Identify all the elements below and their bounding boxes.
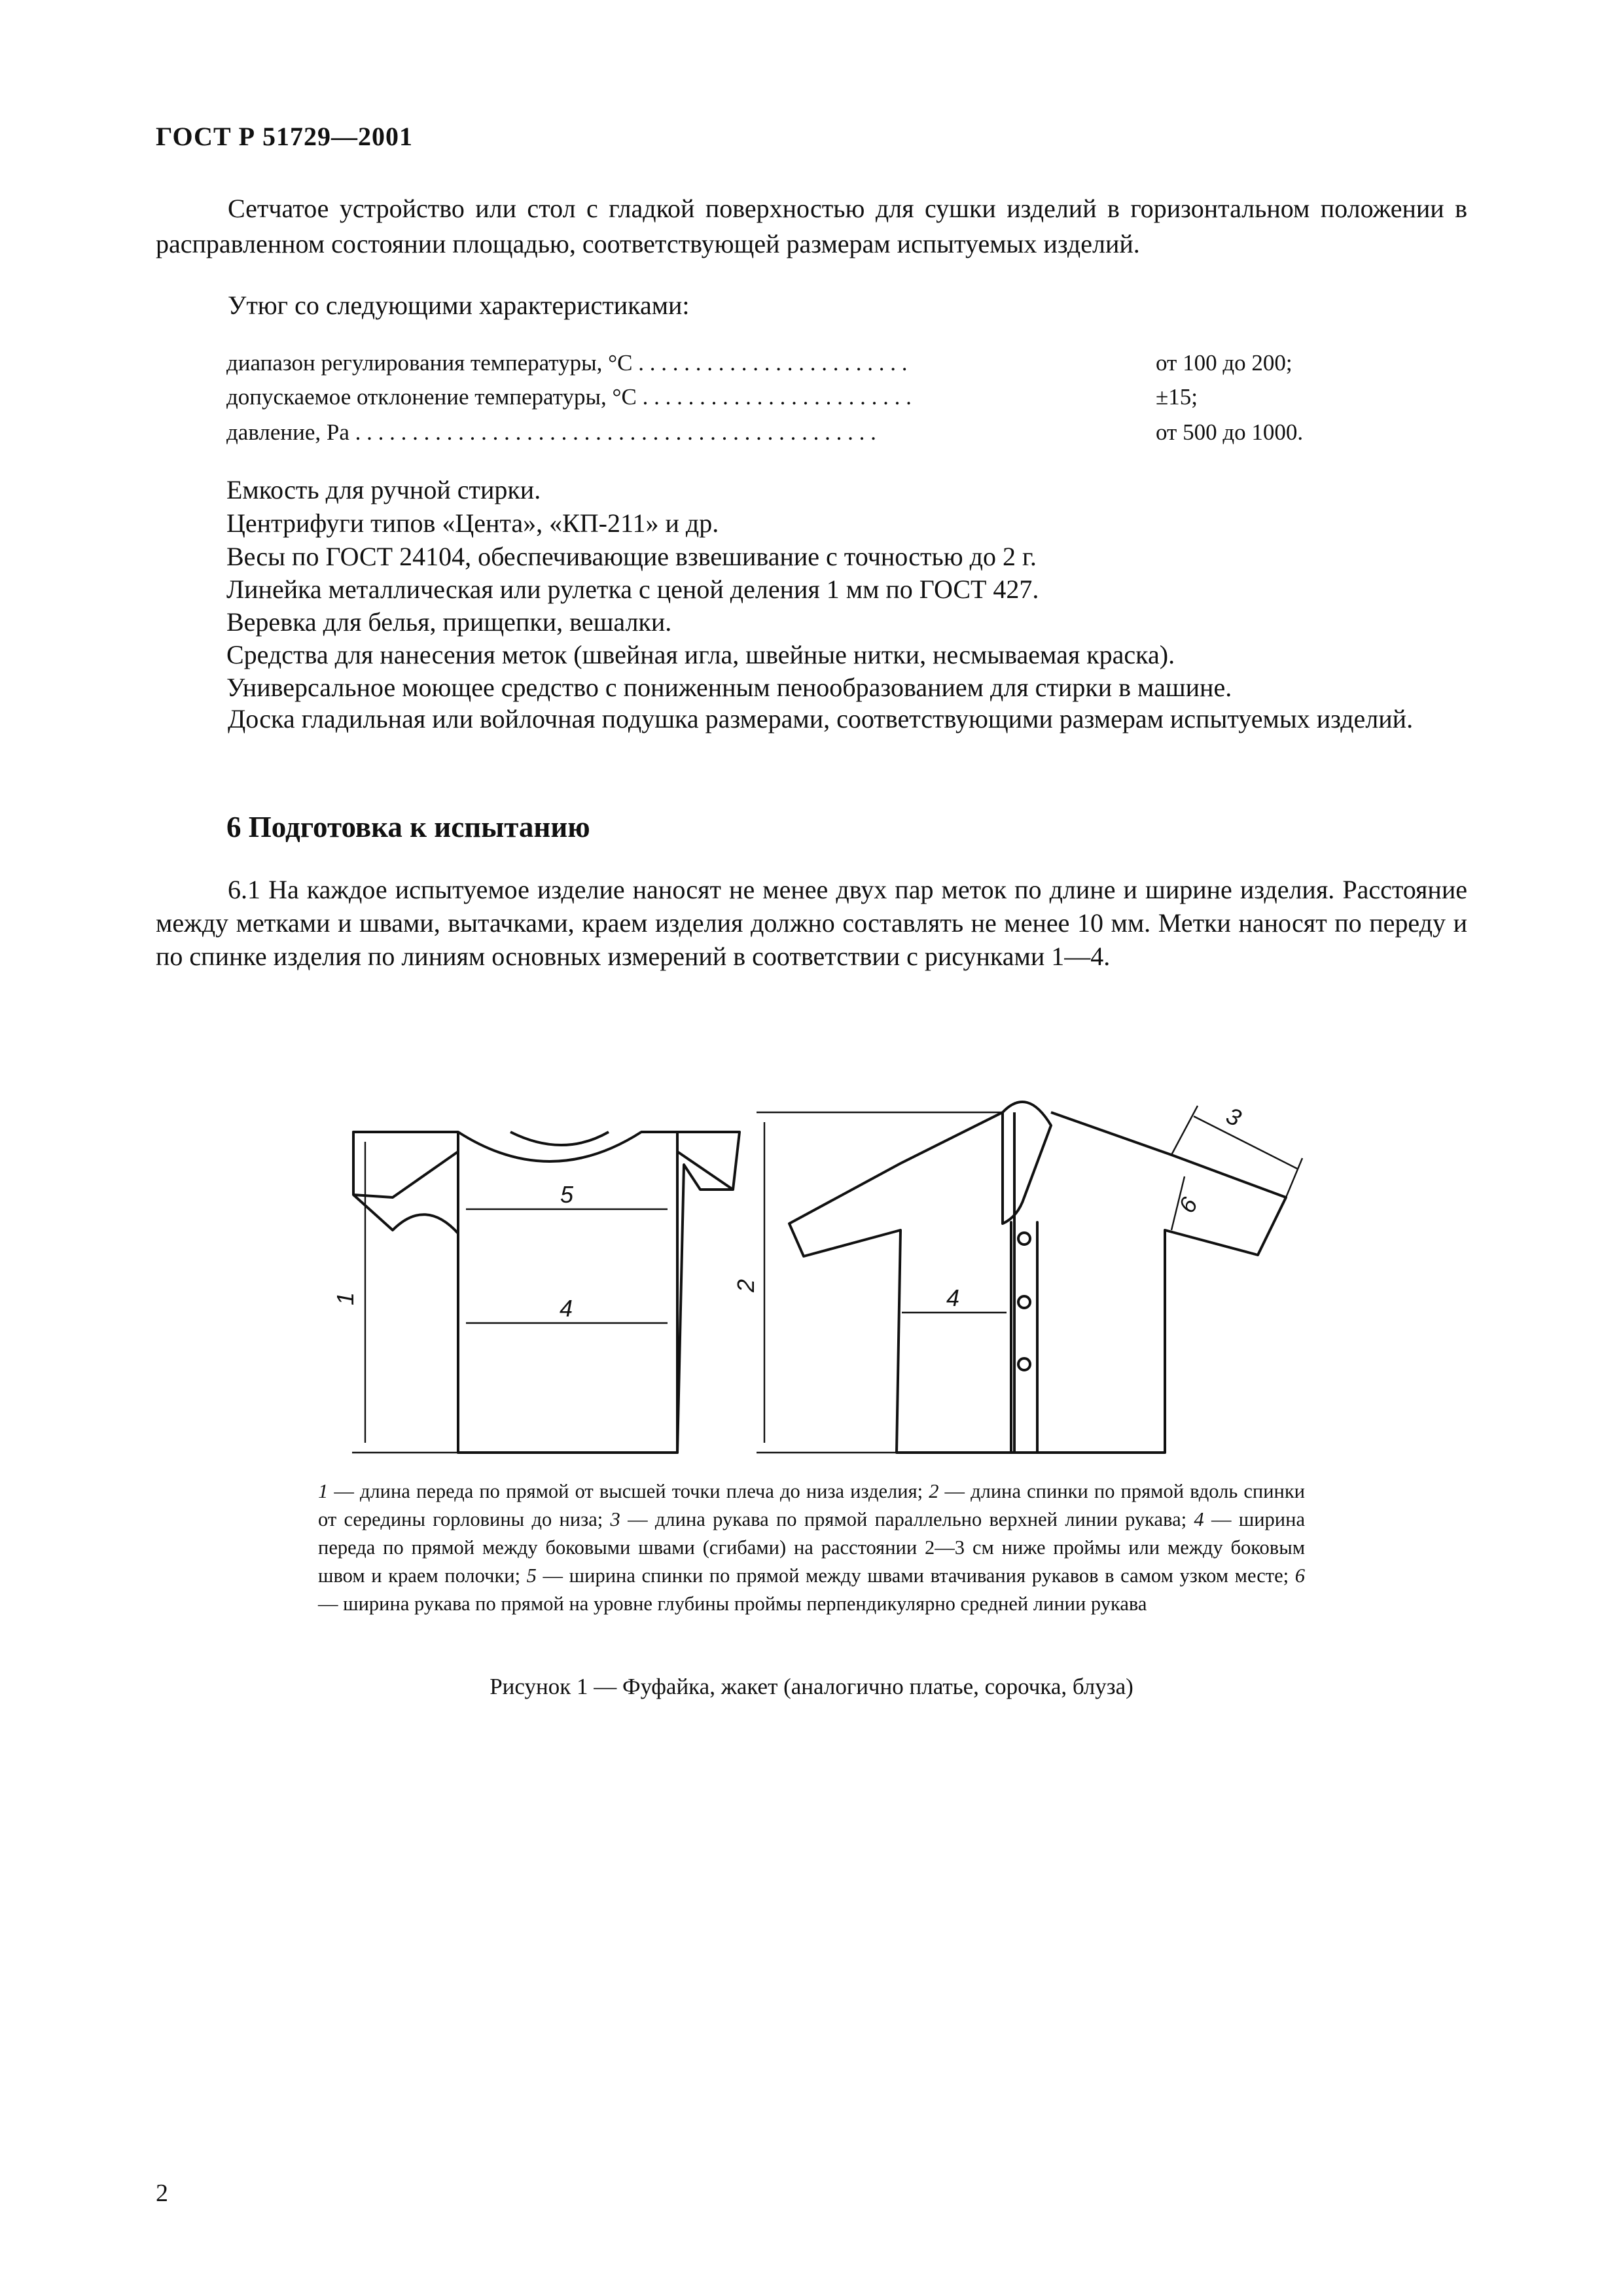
iron-intro: Утюг со следующими характеристиками: (228, 291, 690, 320)
jacket-right (1014, 1112, 1286, 1453)
equipment-item: Центрифуги типов «Цента», «КП-211» и др. (226, 508, 719, 538)
intro-paragraph: Сетчатое устройство или стол с гладкой поверхностью для сушки изделий в горизонтальном положении в расправленном состоянии площадью, соответствующей размерам испытуемых изделий. (156, 194, 1467, 258)
spec-label: диапазон регулирования температуры, °С . . . . . . . . . . . . . . . . . . . . . . . . (226, 350, 908, 376)
page-number: 2 (156, 2180, 168, 2207)
caption-text: — длина переда по прямой от высшей точки плеча до низа изделия; (328, 1480, 929, 1502)
caption-text: — длина рукава по прямой параллельно верхней линии рукава; (620, 1508, 1194, 1530)
equipment-item: Весы по ГОСТ 24104, обеспечивающие взвешивание с точностью до 2 г. (226, 542, 1037, 571)
button-icon (1018, 1296, 1030, 1308)
caption-index: 2 (929, 1480, 939, 1502)
caption-index: 1 (318, 1480, 329, 1502)
tshirt-left-sleeve (353, 1152, 458, 1197)
figure-caption (318, 1477, 1305, 1618)
equipment-item: Емкость для ручной стирки. (226, 475, 541, 504)
document-header: ГОСТ Р 51729—2001 (156, 122, 414, 151)
button-icon (1018, 1358, 1030, 1370)
spec-label: допускаемое отклонение температуры, °С . . . . . . . . . . . . . . . . . . . . . . . . (226, 384, 912, 410)
equipment-item: Веревка для белья, прищепки, вешалки. (226, 607, 672, 637)
tshirt-collar (510, 1132, 609, 1145)
caption-index: 4 (1194, 1508, 1204, 1530)
caption-text: — ширина рукава по прямой на уровне глубины проймы перпендикулярно средней линии рукава (318, 1593, 1147, 1615)
equipment-item-last: Доска гладильная или войлочная подушка размерами, соответствующими размерам испытуемых изделий. (228, 704, 1414, 733)
dim-label-4: 4 (559, 1295, 573, 1322)
dim-label-6: 6 (1173, 1192, 1203, 1218)
clause-6-1: 6.1 На каждое испытуемое изделие наносят не менее двух пар меток по длине и ширине изделия. Расстояние между метками и швами, вытачками, краем изделия должно составлять не менее 10 мм. Метки наносят по переду и по спинке изделия по линиям основных измерений в соответствии с рисунками 1—4. (156, 875, 1467, 971)
equipment-item: Универсальное моющее средство с пониженным пенообразованием для стирки в машине. (226, 673, 1232, 702)
caption-index: 3 (610, 1508, 620, 1530)
spec-value: от 500 до 1000. (1156, 419, 1304, 445)
equipment-item: Линейка металлическая или рулетка с ценой деления 1 мм по ГОСТ 427. (226, 574, 1039, 604)
caption-index: 6 (1294, 1564, 1305, 1587)
jacket-collar (1003, 1102, 1051, 1224)
spec-label: давление, Ра . . . . . . . . . . . . . . . . . . . . . . . . . . . . . . . . . . . . . . . . . . . . . . (226, 419, 876, 445)
tshirt-body (458, 1132, 677, 1453)
dim-label-2: 2 (732, 1279, 759, 1293)
caption-index: 5 (526, 1564, 537, 1587)
caption-text: — ширина переда по прямой между боковыми швами (сгибами) на расстоянии 2—3 см ниже проймы или между боковым швом и краем полочки; (318, 1508, 1305, 1587)
button-icon (1018, 1233, 1030, 1245)
dim-label-1: 1 (332, 1292, 359, 1306)
spec-value: от 100 до 200; (1156, 350, 1293, 376)
figure-title: Рисунок 1 — Фуфайка, жакет (аналогично платье, сорочка, блуза) (490, 1674, 1133, 1699)
dim-label-5: 5 (560, 1181, 574, 1208)
section-heading: 6 Подготовка к испытанию (226, 811, 590, 843)
tshirt-outline (353, 1132, 740, 1453)
equipment-item: Средства для нанесения меток (швейная игла, швейные нитки, несмываемая краска). (226, 640, 1175, 669)
dim-label-4: 4 (946, 1284, 960, 1311)
caption-text: — длина спинки по прямой вдоль спинки от середины горловины до низа; (318, 1480, 1305, 1530)
jacket-left (789, 1112, 1014, 1453)
tshirt-right-sleeve (677, 1152, 733, 1190)
dim-label-3: 3 (1222, 1101, 1246, 1132)
spec-value: ±15; (1156, 384, 1198, 410)
caption-text: — ширина спинки по прямой между швами втачивания рукавов в самом узком месте; (536, 1564, 1295, 1587)
figure-dimension-labels (332, 1102, 1245, 1322)
